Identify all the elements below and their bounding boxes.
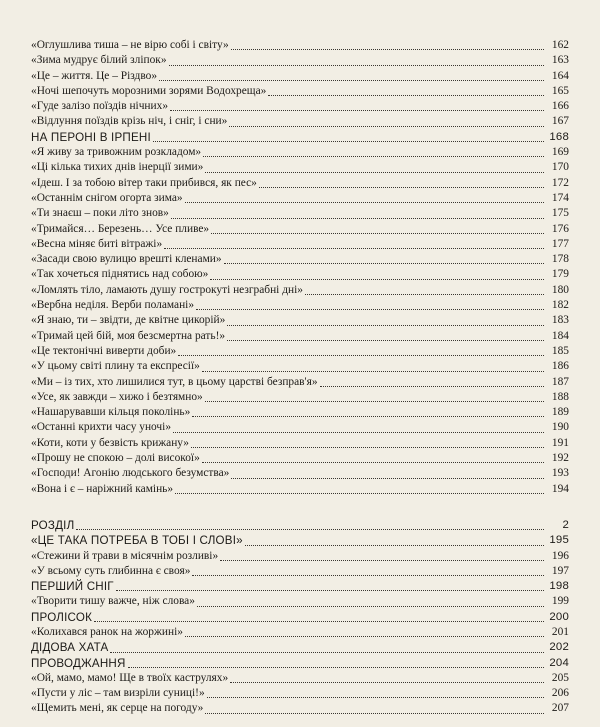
toc-entry-page-number: 192 — [551, 452, 569, 465]
toc-entry-title: «Стежини й трави в місячнім розливі» — [31, 549, 219, 562]
toc-entry — [31, 69, 569, 84]
toc-entry-page-number: 191 — [551, 436, 569, 449]
toc-entry-title: «У цьому світі плину та експресії» — [31, 360, 200, 373]
toc-entry-page-number: 174 — [551, 191, 569, 204]
toc-entry-page-number: 169 — [551, 146, 569, 159]
toc-entry-page-number: 201 — [551, 625, 569, 638]
toc-entry-title: «Останнім снігом огорта зима» — [31, 191, 183, 204]
toc-entry — [31, 375, 569, 390]
toc-entry-page-number: 162 — [551, 39, 569, 51]
toc-entry-title: «Творити тишу важче, ніж слова» — [31, 595, 195, 608]
toc-entry-title: «Колихався ранок на жоржині» — [31, 625, 183, 638]
dot-leader — [197, 606, 544, 607]
toc-entry — [31, 222, 569, 237]
toc-entry-page-number: 170 — [551, 161, 569, 174]
dot-leader — [196, 309, 544, 310]
toc-entry-page-number: 205 — [551, 671, 569, 684]
toc-entry — [31, 671, 569, 686]
toc-entry-page-number: 167 — [551, 115, 569, 128]
toc-entry — [31, 283, 569, 298]
toc-entry — [31, 329, 569, 344]
toc-entry — [31, 99, 569, 114]
toc-entry — [31, 701, 569, 716]
dot-leader — [230, 682, 544, 683]
dot-leader — [211, 233, 544, 234]
toc-entry-page-number: 188 — [551, 390, 569, 403]
toc-entry-page-number: 193 — [551, 467, 569, 480]
dot-leader — [268, 95, 544, 96]
toc-entry — [31, 549, 569, 564]
toc-entry-title: «Засади свою вулицю врешті кленами» — [31, 253, 222, 266]
dot-leader — [205, 401, 544, 402]
dot-leader — [185, 202, 544, 203]
dot-leader — [192, 416, 544, 417]
toc-entry-page-number: 163 — [551, 54, 569, 67]
dot-leader — [76, 529, 544, 530]
table-of-contents-part-1 — [31, 38, 569, 497]
dot-leader — [231, 49, 544, 50]
toc-entry-title: НА ПЕРОНІ В ІРПЕНІ — [31, 130, 151, 144]
toc-entry-title: «Гуде залізо поїздів нічних» — [31, 100, 169, 113]
toc-entry-title: «Ночі шепочуть морозними зорями Водохреща» — [31, 84, 267, 97]
toc-heading-entry — [31, 130, 569, 145]
toc-entry-page-number: 179 — [551, 268, 569, 281]
toc-entry — [31, 145, 569, 160]
toc-entry-title: «Так хочеться піднятись над собою» — [31, 268, 209, 281]
toc-entry-title: «Ой, мамо, мамо! Ще в твоїх каструлях» — [31, 671, 229, 684]
toc-entry — [31, 38, 569, 53]
toc-entry-page-number: 2 — [562, 518, 569, 531]
toc-entry — [31, 267, 569, 282]
toc-entry-page-number: 172 — [551, 176, 569, 189]
toc-entry-page-number: 187 — [551, 375, 569, 388]
toc-entry — [31, 405, 569, 420]
dot-leader — [210, 279, 544, 280]
toc-entry-page-number: 168 — [549, 130, 569, 143]
dot-leader — [173, 432, 544, 433]
toc-entry — [31, 313, 569, 328]
toc-heading-entry — [31, 579, 569, 594]
toc-entry-title: «Це тектонічні виверти доби» — [31, 344, 177, 357]
dot-leader — [227, 325, 544, 326]
toc-entry-title: «Весна міняє биті вітражі» — [31, 237, 163, 250]
dot-leader — [202, 371, 544, 372]
toc-entry-title: «Ломлять тіло, ламають душу гострокуті незграбні дні» — [31, 283, 303, 296]
toc-entry-title: «Тримай цей бій, моя безсмертна рать!» — [31, 329, 226, 342]
toc-entry-title: «Щемить мені, як серце на погоду» — [31, 702, 204, 715]
dot-leader — [207, 697, 544, 698]
dot-leader — [224, 263, 544, 264]
dot-leader — [259, 187, 544, 188]
toc-entry-page-number: 186 — [551, 360, 569, 373]
dot-leader — [220, 560, 544, 561]
toc-heading-entry — [31, 610, 569, 625]
toc-entry-title: «Відлуння поїздів крізь ніч, і сніг, і сни» — [31, 115, 228, 128]
toc-entry-title: «Тримайся… Березень… Усе пливе» — [31, 222, 210, 235]
dot-leader — [153, 141, 544, 142]
toc-entry — [31, 176, 569, 191]
toc-entry — [31, 298, 569, 313]
toc-entry-title: «У всьому суть глибинна є своя» — [31, 564, 191, 577]
toc-entry — [31, 482, 569, 497]
toc-entry-page-number: 184 — [551, 329, 569, 342]
dot-leader — [227, 340, 544, 341]
toc-entry — [31, 191, 569, 206]
toc-entry-page-number: 198 — [549, 580, 569, 593]
toc-entry — [31, 84, 569, 99]
toc-heading-entry — [31, 640, 569, 655]
toc-entry-page-number: 197 — [551, 564, 569, 577]
toc-entry-title: ДІДОВА ХАТА — [31, 641, 109, 655]
dot-leader — [202, 462, 544, 463]
toc-entry — [31, 420, 569, 435]
toc-entry — [31, 390, 569, 405]
toc-entry-page-number: 176 — [551, 222, 569, 235]
toc-entry-title: «Ці кілька тихих днів інерції зими» — [31, 161, 204, 174]
dot-leader — [116, 590, 544, 591]
toc-entry-title: «Оглушлива тиша – не вірю собі і світу» — [31, 39, 229, 51]
toc-entry-title: ПРОЛІСОК — [31, 610, 93, 624]
toc-heading-entry — [31, 518, 569, 533]
section-gap — [31, 497, 569, 518]
dot-leader — [128, 667, 544, 668]
toc-entry-title: «Вербна неділя. Верби поламані» — [31, 299, 195, 312]
dot-leader — [191, 447, 544, 448]
toc-entry-title: «Це – життя. Це – Різдво» — [31, 69, 158, 82]
toc-entry-page-number: 177 — [551, 237, 569, 250]
toc-entry-title: «Коти, коти у безвість крижану» — [31, 436, 189, 449]
dot-leader — [171, 218, 544, 219]
toc-entry — [31, 625, 569, 640]
dot-leader — [159, 80, 544, 81]
toc-entry-page-number: 183 — [551, 314, 569, 327]
dot-leader — [175, 493, 544, 494]
toc-entry-title: «Останні крихти часу уночі» — [31, 421, 172, 434]
dot-leader — [205, 172, 544, 173]
toc-entry-title: «Вона і є – наріжний камінь» — [31, 482, 174, 495]
toc-entry — [31, 237, 569, 252]
toc-entry — [31, 359, 569, 374]
toc-entry — [31, 344, 569, 359]
toc-entry-title: «Пусти у ліс – там визріли суниці!» — [31, 687, 205, 700]
toc-entry-page-number: 204 — [549, 656, 569, 669]
toc-entry-page-number: 178 — [551, 253, 569, 266]
toc-entry-title: «Зима мудрує білий зліпок» — [31, 54, 167, 67]
toc-entry-page-number: 180 — [551, 283, 569, 296]
toc-entry-title: «Ідеш. І за тобою вітер таки прибився, як пес» — [31, 176, 257, 189]
toc-entry — [31, 436, 569, 451]
table-of-contents-part-2 — [31, 518, 569, 717]
toc-entry-title: «Я живу за тривожним розкладом» — [31, 146, 202, 159]
toc-entry-page-number: 202 — [549, 641, 569, 654]
toc-entry-title: РОЗДІЛ — [31, 518, 75, 532]
toc-entry-title: «Я знаю, ти – звідти, де квітне цикорій» — [31, 314, 226, 327]
toc-entry-title: «Ти знаєш – поки літо знов» — [31, 207, 169, 220]
dot-leader — [110, 652, 544, 653]
toc-entry-page-number: 207 — [551, 702, 569, 715]
toc-entry-page-number: 196 — [551, 549, 569, 562]
dot-leader — [205, 713, 544, 714]
toc-entry-title: ПРОВОДЖАННЯ — [31, 656, 126, 670]
dot-leader — [245, 545, 544, 546]
toc-entry-title: ПЕРШИЙ СНІГ — [31, 580, 114, 594]
toc-entry-page-number: 195 — [549, 534, 569, 547]
toc-heading-entry — [31, 656, 569, 671]
dot-leader — [229, 126, 544, 127]
dot-leader — [192, 575, 544, 576]
toc-entry-page-number: 194 — [551, 482, 569, 495]
toc-entry — [31, 206, 569, 221]
dot-leader — [203, 156, 544, 157]
dot-leader — [94, 621, 544, 622]
toc-entry-page-number: 190 — [551, 421, 569, 434]
dot-leader — [164, 248, 544, 249]
toc-entry-page-number: 182 — [551, 299, 569, 312]
toc-entry-page-number: 164 — [551, 69, 569, 82]
dot-leader — [185, 636, 544, 637]
toc-entry — [31, 160, 569, 175]
toc-entry — [31, 451, 569, 466]
toc-entry — [31, 466, 569, 481]
toc-heading-entry — [31, 533, 569, 548]
dot-leader — [231, 478, 544, 479]
toc-entry — [31, 114, 569, 129]
toc-entry-page-number: 175 — [551, 207, 569, 220]
toc-entry — [31, 53, 569, 68]
toc-entry-title: «ЦЕ ТАКА ПОТРЕБА В ТОБІ І СЛОВІ» — [31, 534, 243, 548]
dot-leader — [170, 110, 544, 111]
toc-entry-page-number: 206 — [551, 687, 569, 700]
toc-entry-title: «Прошу не спокою – долі високої» — [31, 452, 200, 465]
toc-entry-title: «Нашарувавши кільця поколінь» — [31, 406, 191, 419]
dot-leader — [169, 65, 544, 66]
toc-entry-page-number: 189 — [551, 406, 569, 419]
toc-entry-title: «Господи! Агонію людського безумства» — [31, 467, 230, 480]
toc-entry-page-number: 199 — [551, 595, 569, 608]
toc-entry-title: «Ми – із тих, хто лишилися тут, в цьому царстві безправ'я» — [31, 375, 318, 388]
toc-entry-page-number: 200 — [549, 610, 569, 623]
toc-entry-page-number: 166 — [551, 100, 569, 113]
toc-entry — [31, 686, 569, 701]
toc-entry — [31, 252, 569, 267]
toc-entry — [31, 594, 569, 609]
toc-entry-page-number: 165 — [551, 84, 569, 97]
toc-entry-title: «Усе, як завжди – хижо і безтямно» — [31, 390, 203, 403]
toc-entry — [31, 564, 569, 579]
dot-leader — [320, 386, 544, 387]
dot-leader — [178, 355, 544, 356]
toc-entry-page-number: 185 — [551, 344, 569, 357]
dot-leader — [305, 294, 544, 295]
